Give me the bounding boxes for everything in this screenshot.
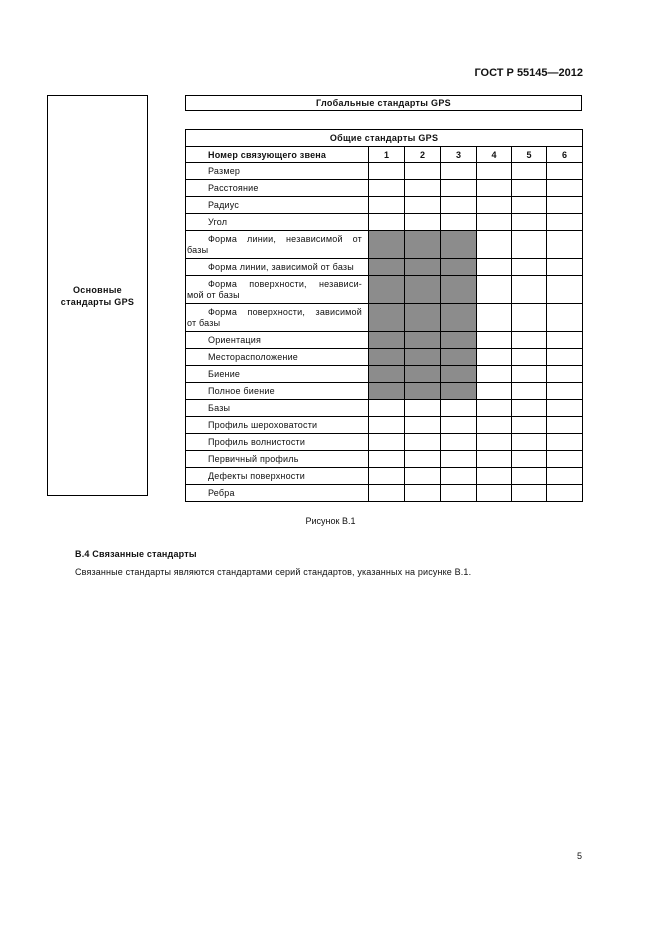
row-label [186,231,369,259]
shaded-cell [441,366,477,383]
row-label: Первичный профиль [186,451,369,468]
matrix-cell [405,214,441,231]
table-row [186,468,583,485]
shaded-cell [405,231,441,259]
shaded-cell [405,366,441,383]
row-label: Размер [186,163,369,180]
matrix-cell [405,485,441,502]
matrix-cell [477,163,512,180]
matrix-cell [369,468,405,485]
row-label: Форма линии, зависимой от базы [186,259,369,276]
table-row [186,276,583,304]
matrix-title: Общие стандарты GPS [186,130,583,147]
shaded-cell [369,332,405,349]
page-number: 5 [576,851,582,861]
table-row [186,163,583,180]
shaded-cell [369,231,405,259]
column-header-5: 5 [512,147,547,163]
row-label: Месторасположение [186,349,369,366]
matrix-cell [441,163,477,180]
matrix-cell [405,417,441,434]
table-row [186,349,583,366]
matrix-cell [441,180,477,197]
shaded-cell [405,349,441,366]
matrix-cell [512,349,547,366]
matrix-cell [405,434,441,451]
matrix-cell [547,231,583,259]
matrix-cell [512,332,547,349]
matrix-cell [547,197,583,214]
figure-caption: Рисунок В.1 [305,516,356,526]
row-label-line-2: мой от базы [187,289,240,300]
shaded-cell [441,383,477,400]
table-row [186,332,583,349]
matrix-cell [477,231,512,259]
matrix-cell [477,485,512,502]
matrix-cell [369,214,405,231]
matrix-cell [547,180,583,197]
row-label: Биение [186,366,369,383]
basic-standards-box [47,95,148,496]
matrix-cell [441,417,477,434]
matrix-cell [547,332,583,349]
row-label: Базы [186,400,369,417]
column-header-2: 2 [405,147,441,163]
shaded-cell [441,276,477,304]
column-header-3: 3 [441,147,477,163]
matrix-cell [369,417,405,434]
shaded-cell [441,332,477,349]
shaded-cell [405,304,441,332]
matrix-cell [512,383,547,400]
shaded-cell [405,276,441,304]
column-header-1: 1 [369,147,405,163]
matrix-cell [512,468,547,485]
row-label-line-1: Форма поверхности, зависимой [208,306,362,317]
table-row [186,485,583,502]
row-label: Ребра [186,485,369,502]
document-code: ГОСТ Р 55145—2012 [474,67,583,79]
matrix-cell [512,163,547,180]
shaded-cell [441,304,477,332]
row-label: Радиус [186,197,369,214]
matrix-cell [547,349,583,366]
section-paragraph: Связанные стандарты являются стандартами серий стандартов, указанных на рисунке В.1. [75,567,472,577]
matrix-cell [547,400,583,417]
row-label: Полное биение [186,383,369,400]
matrix-cell [477,214,512,231]
table-row [186,417,583,434]
matrix-cell [512,366,547,383]
matrix-cell [477,180,512,197]
matrix-cell [512,434,547,451]
section-heading: В.4 Связанные стандарты [75,549,197,559]
row-label [186,276,369,304]
row-label: Профиль волнистости [186,434,369,451]
table-row [186,366,583,383]
matrix-cell [477,400,512,417]
matrix-cell [547,383,583,400]
matrix-cell [547,259,583,276]
matrix-cell [477,304,512,332]
matrix-cell [477,434,512,451]
table-row [186,259,583,276]
matrix-cell [477,349,512,366]
matrix-cell [369,485,405,502]
column-header-4: 4 [477,147,512,163]
matrix-cell [547,276,583,304]
matrix-cell [547,434,583,451]
general-standards-matrix [185,129,583,502]
column-header-link-number: Номер связующего звена [186,147,369,163]
table-row [186,383,583,400]
matrix-cell [477,259,512,276]
table-row [186,400,583,417]
shaded-cell [405,332,441,349]
matrix-cell [369,451,405,468]
shaded-cell [405,259,441,276]
matrix-cell [441,434,477,451]
matrix-cell [405,180,441,197]
table-row [186,434,583,451]
matrix-cell [547,417,583,434]
matrix-cell [477,366,512,383]
matrix-cell [441,197,477,214]
matrix-cell [547,163,583,180]
table-row [186,231,583,259]
matrix-cell [441,400,477,417]
shaded-cell [441,259,477,276]
row-label: Угол [186,214,369,231]
table-row [186,304,583,332]
matrix-cell [547,366,583,383]
matrix-cell [512,180,547,197]
global-standards-box: Глобальные стандарты GPS [185,95,582,111]
shaded-cell [369,349,405,366]
matrix-cell [477,197,512,214]
matrix-cell [477,417,512,434]
row-label: Ориентация [186,332,369,349]
matrix-cell [405,400,441,417]
matrix-cell [512,304,547,332]
shaded-cell [441,349,477,366]
matrix-cell [512,485,547,502]
matrix-cell [477,451,512,468]
row-label: Расстояние [186,180,369,197]
basic-standards-label: Основные стандарты GPS [60,284,135,307]
matrix-cell [405,197,441,214]
row-label-line-1: Форма линии, независимой от [208,233,362,244]
shaded-cell [405,383,441,400]
matrix-cell [441,468,477,485]
matrix-cell [441,451,477,468]
matrix-cell [405,451,441,468]
matrix-cell [547,485,583,502]
matrix-cell [512,417,547,434]
matrix-cell [512,276,547,304]
matrix-cell [512,231,547,259]
table-row [186,451,583,468]
matrix-cell [405,163,441,180]
matrix-cell [547,468,583,485]
shaded-cell [369,366,405,383]
matrix-cell [477,468,512,485]
shaded-cell [441,231,477,259]
matrix-cell [512,400,547,417]
row-label: Профиль шероховатости [186,417,369,434]
matrix-cell [477,276,512,304]
matrix-cell [512,259,547,276]
row-label-line-2: от базы [187,317,221,328]
shaded-cell [369,259,405,276]
matrix-cell [369,180,405,197]
row-label-line-1: Форма поверхности, независи- [208,278,362,289]
matrix-cell [547,214,583,231]
shaded-cell [369,304,405,332]
matrix-cell [369,400,405,417]
matrix-cell [512,451,547,468]
matrix-cell [369,163,405,180]
shaded-cell [369,276,405,304]
matrix-cell [512,197,547,214]
matrix-cell [547,451,583,468]
matrix-cell [441,485,477,502]
matrix-cell [369,197,405,214]
row-label: Дефекты поверхности [186,468,369,485]
matrix-cell [547,304,583,332]
matrix-cell [512,214,547,231]
matrix-cell [369,434,405,451]
row-label [186,304,369,332]
column-header-6: 6 [547,147,583,163]
matrix-cell [441,214,477,231]
table-row [186,197,583,214]
table-row [186,214,583,231]
shaded-cell [369,383,405,400]
matrix-cell [477,383,512,400]
row-label-line-2: базы [187,244,209,255]
matrix-cell [405,468,441,485]
table-row [186,180,583,197]
matrix-cell [477,332,512,349]
